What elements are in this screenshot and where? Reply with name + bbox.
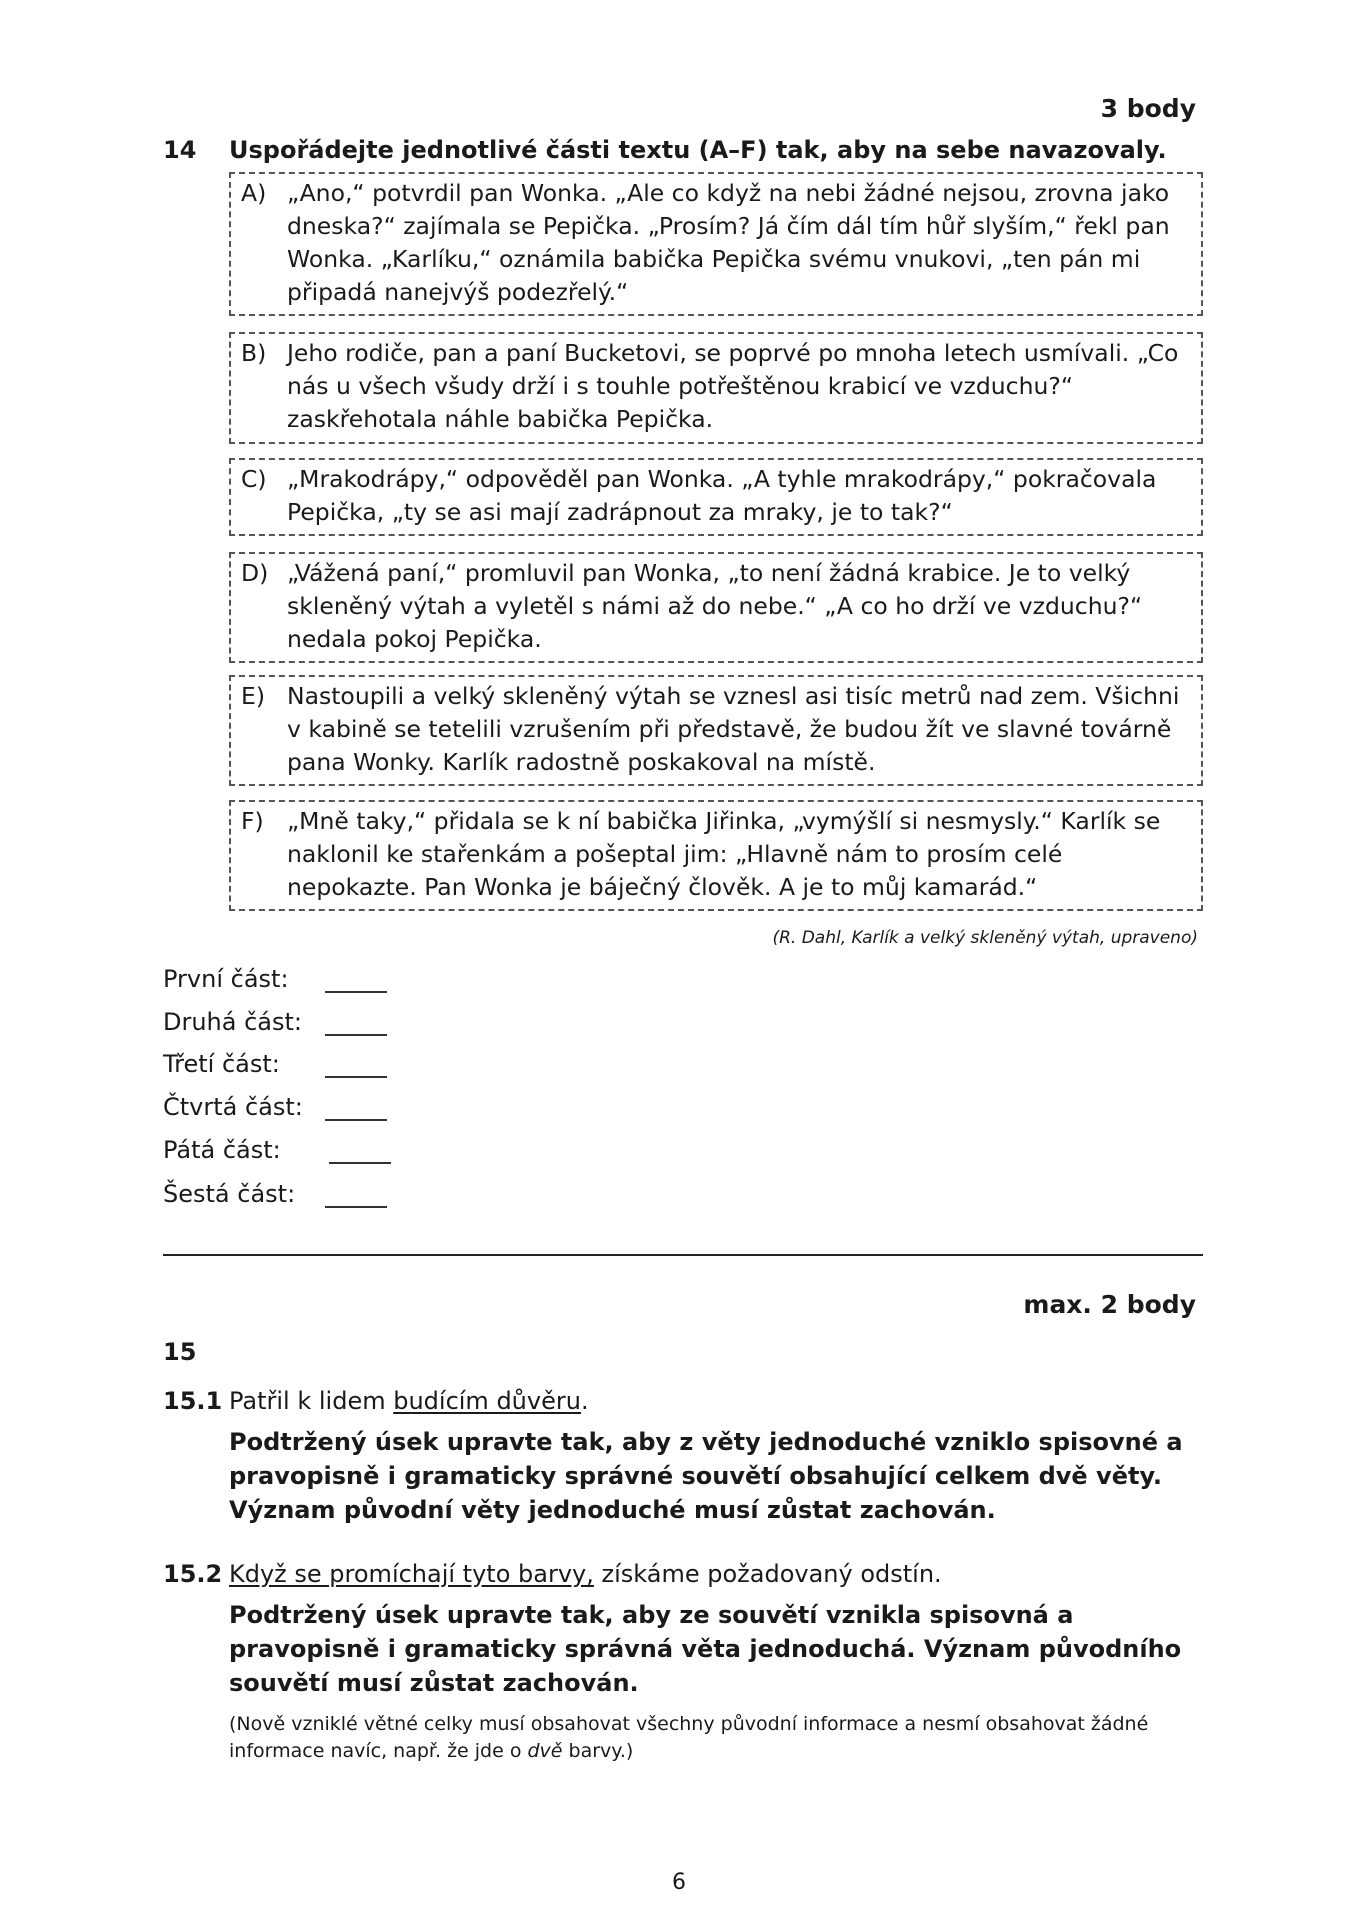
answer-row <box>163 1050 463 1086</box>
q14-question: Uspořádejte jednotlivé části textu (A–F) tak, aby na sebe navazovaly. <box>229 136 1167 164</box>
note-emphasis: dvě <box>527 1740 563 1762</box>
q15-2-number: 15.2 <box>163 1560 223 1588</box>
sentence-text: Patřil k lidem <box>229 1387 394 1415</box>
q15-number: 15 <box>163 1338 197 1366</box>
text-part-b <box>229 332 1203 444</box>
part-text: Jeho rodiče, pan a paní Bucketovi, se poprvé po mnoha letech usmívali. „Co nás u všech všudy drží i s touhle potřeštěnou krabicí ve vzduchu?“ zaskřehotala náhle babička Pepička. <box>287 339 1179 433</box>
text-part-e <box>229 675 1203 786</box>
answer-label: Pátá část: <box>163 1136 281 1164</box>
answer-row <box>163 1093 463 1129</box>
answer-label: První část: <box>163 965 289 993</box>
answer-row <box>163 1008 463 1044</box>
answer-blank[interactable] <box>325 1076 387 1078</box>
answer-row <box>163 965 463 1001</box>
answer-label: Třetí část: <box>163 1050 280 1078</box>
q15-1-sentence <box>229 1387 589 1415</box>
q14-points: 3 body <box>1100 94 1196 123</box>
answer-row <box>163 1180 463 1216</box>
q15-1-instruction: Podtržený úsek upravte tak, aby z věty jednoduché vzniklo spisovné a pravopisně i gramaticky správné souvětí obsahující celkem dvě věty. Význam původní věty jednoduché musí zůstat zachován. <box>229 1428 1183 1524</box>
q15-1-number: 15.1 <box>163 1387 223 1415</box>
sentence-text: získáme požadovaný odstín. <box>593 1560 942 1588</box>
part-letter: B) <box>241 339 267 367</box>
part-text: „Ano,“ potvrdil pan Wonka. „Ale co když na nebi žádné nejsou, zrovna jako dneska?“ zajímala se Pepička. „Prosím? Já čím dál tím hůř slyším,“ řekl pan Wonka. „Karlíku,“ oznámila babička Pepička svému vnukovi, „ten pán mi připadá nanejvýš podezřelý.“ <box>287 179 1170 306</box>
answer-label: Šestá část: <box>163 1180 296 1208</box>
sentence-text: . <box>580 1387 589 1415</box>
answer-blank[interactable] <box>329 1162 391 1164</box>
answer-blank[interactable] <box>325 1034 387 1036</box>
answer-row <box>163 1136 463 1172</box>
q15-2-note <box>229 1711 1209 1765</box>
answer-label: Druhá část: <box>163 1008 303 1036</box>
part-letter: D) <box>241 559 269 587</box>
part-text: „Mně taky,“ přidala se k ní babička Jiřinka, „vymýšlí si nesmysly.“ Karlík se naklonil ke stařenkám a pošeptal jim: „Hlavně nám to prosím celé nepokazte. Pan Wonka je báječný člověk. A je to můj kamarád.“ <box>287 807 1161 901</box>
part-text: „Mrakodrápy,“ odpověděl pan Wonka. „A tyhle mrakodrápy,“ pokračovala Pepička, „ty se asi mají zadrápnout za mraky, je to tak?“ <box>287 465 1157 526</box>
text-part-f <box>229 800 1203 911</box>
text-part-c <box>229 458 1203 536</box>
answer-blank[interactable] <box>325 991 387 993</box>
part-letter: A) <box>241 179 267 207</box>
part-text: Nastoupili a velký skleněný výtah se vznesl asi tisíc metrů nad zem. Všichni v kabině se tetelili vzrušením při představě, že budou žít ve slavné továrně pana Wonky. Karlík radostně poskakoval na místě. <box>287 682 1180 776</box>
part-text: „Vážená paní,“ promluvil pan Wonka, „to není žádná krabice. Je to velký skleněný výtah a vyletěl s námi až do nebe.“ „A co ho drží ve vzduchu?“ nedala pokoj Pepička. <box>287 559 1143 653</box>
q14-number: 14 <box>163 136 197 164</box>
answer-label: Čtvrtá část: <box>163 1093 303 1121</box>
underlined-segment: Když se promíchají tyto barvy, <box>229 1560 594 1588</box>
part-letter: C) <box>241 465 267 493</box>
source-citation: (R. Dahl, Karlík a velký skleněný výtah, upraveno) <box>772 928 1198 948</box>
underlined-segment: budícím důvěru <box>393 1387 581 1415</box>
page-number: 6 <box>672 1870 686 1895</box>
part-letter: E) <box>241 682 266 710</box>
q15-2-sentence <box>229 1560 942 1588</box>
answer-blank[interactable] <box>325 1206 387 1208</box>
note-text: (Nově vzniklé větné celky musí obsahovat všechny původní informace a nesmí obsahovat žádné informace navíc, např. že jde o <box>229 1713 1149 1762</box>
note-text: barvy.) <box>562 1740 634 1762</box>
text-part-d <box>229 552 1203 663</box>
q15-points: max. 2 body <box>1023 1290 1196 1319</box>
part-letter: F) <box>241 807 264 835</box>
q15-2-instruction: Podtržený úsek upravte tak, aby ze souvětí vznikla spisovná a pravopisně i gramaticky správná věta jednoduchá. Význam původního souvětí musí zůstat zachován. <box>229 1601 1182 1697</box>
answer-blank[interactable] <box>325 1119 387 1121</box>
section-divider <box>163 1254 1203 1256</box>
text-part-a <box>229 172 1203 316</box>
